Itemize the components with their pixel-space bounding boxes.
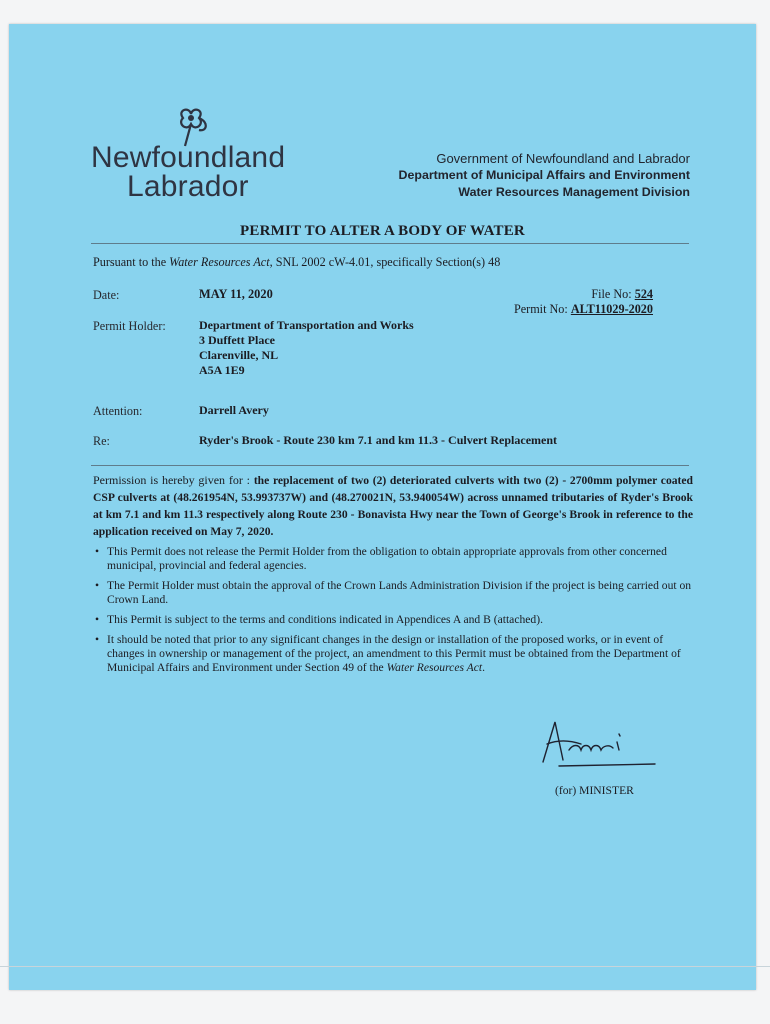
pursuant-suffix: , SNL 2002 cW-4.01, specifically Section(s) 48 — [269, 255, 501, 269]
signature-caption: (for) MINISTER — [555, 784, 634, 797]
department-name: Department of Municipal Affairs and Environment — [398, 168, 690, 182]
logo-line-2: Labrador — [127, 170, 249, 203]
re-label: Re: — [93, 434, 110, 448]
permit-number-row — [514, 302, 653, 317]
permission-paragraph — [93, 472, 693, 540]
government-header — [399, 150, 690, 201]
permit-holder-label: Permit Holder: — [93, 319, 166, 333]
holder-line: Department of Transportation and Works — [199, 318, 414, 332]
holder-line: 3 Duffett Place — [199, 333, 275, 347]
logo-line-1: Newfoundland — [91, 141, 286, 174]
re-value: Ryder's Brook - Route 230 km 7.1 and km 11.3 - Culvert Replacement — [199, 433, 558, 447]
list-item: • The Permit Holder must obtain the approval of the Crown Lands Administration Division if the project is being carried out on Crown Land. — [93, 579, 697, 607]
file-number-label: File No: — [591, 287, 635, 301]
government-name: Government of Newfoundland and Labrador — [436, 151, 690, 166]
last-bullet-end: . — [482, 661, 486, 674]
title-divider — [91, 243, 689, 244]
signature — [529, 714, 669, 774]
holder-line: Clarenville, NL — [199, 348, 279, 362]
list-item — [93, 633, 697, 675]
date-value: MAY 11, 2020 — [199, 287, 273, 301]
document-title: PERMIT TO ALTER A BODY OF WATER — [240, 223, 525, 239]
permit-number-value: ALT11029-2020 — [570, 302, 653, 316]
conditions-list — [93, 545, 697, 681]
division-name: Water Resources Management Division — [458, 185, 690, 199]
holder-line: A5A 1E9 — [199, 363, 245, 377]
attention-label: Attention: — [93, 404, 143, 418]
act-name: Water Resources Act — [169, 255, 270, 269]
section-divider — [91, 465, 689, 466]
permission-body: the replacement of two (2) deteriorated culverts with two (2) - 2700mm polymer coated CSP culverts at (48.261954N, 53.993737W) and (48.270021N, 53.940054W) across unnamed tributaries of Ryder's Brook at km 7.1 and km 11.3 respectively along Route 230 - Bonavista Hwy near the Town of George's Brook in reference to the application received on May 7, 2020. — [93, 474, 693, 538]
pursuant-prefix: Pursuant to the — [93, 255, 170, 269]
pursuant-line — [93, 255, 500, 270]
newfoundland-labrador-logo — [91, 106, 306, 216]
file-number-row — [514, 287, 653, 302]
date-label: Date: — [93, 288, 120, 302]
permit-holder-address — [199, 318, 414, 378]
permission-prefix: Permission is hereby given for : — [93, 473, 254, 487]
attention-value: Darrell Avery — [199, 403, 269, 417]
list-item: • This Permit is subject to the terms and conditions indicated in Appendices A and B (attached). — [93, 613, 697, 627]
page-bottom-edge — [0, 966, 770, 967]
file-numbers — [514, 287, 653, 317]
file-number-value: 524 — [634, 287, 653, 301]
last-bullet-text: It should be noted that prior to any significant changes in the design or installation of the proposed works, or in event of changes in ownership or management of the project, an amendment to this Permit must be obtained from the Department of Municipal Affairs and Environment under Section 49 of the — [107, 633, 681, 674]
list-item: • This Permit does not release the Permit Holder from the obligation to obtain appropriate approvals from other concerned municipal, provincial and federal agencies. — [93, 545, 697, 573]
document-page — [9, 24, 756, 990]
permit-number-label: Permit No: — [513, 302, 571, 316]
act-name: Water Resources Act — [386, 661, 483, 674]
